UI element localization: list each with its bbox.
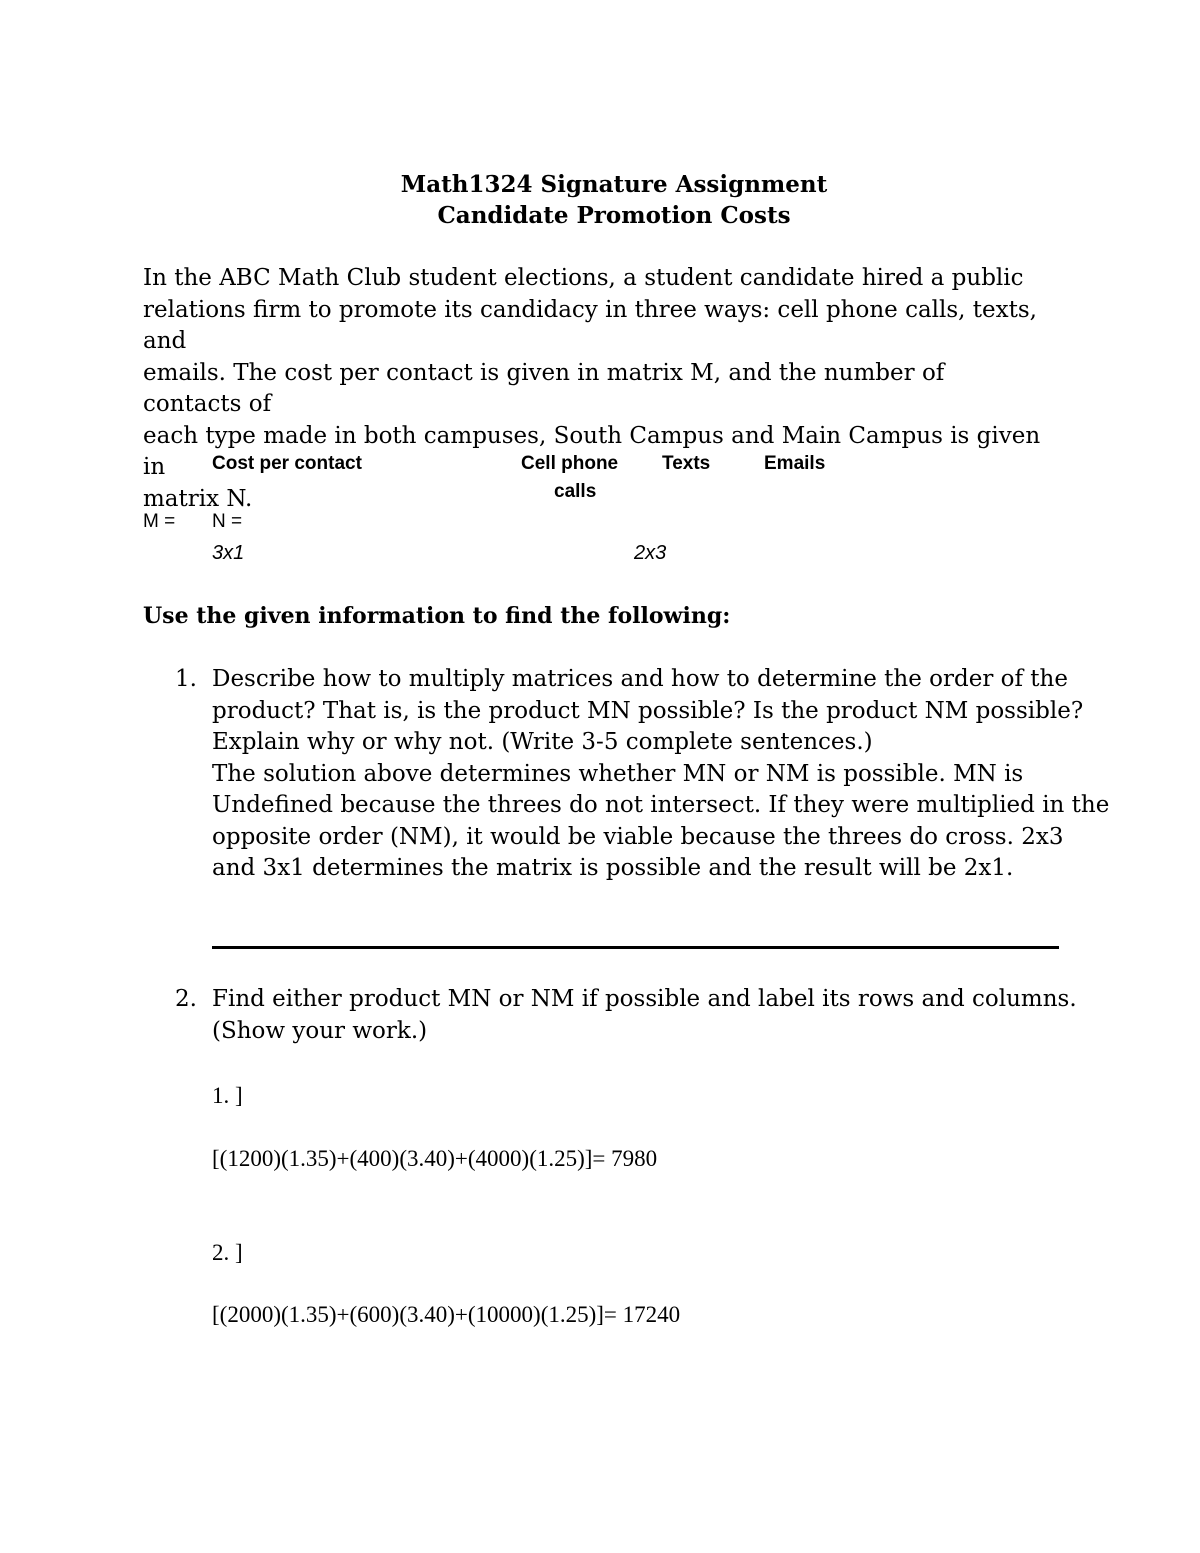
matrix-n-label: N = (212, 511, 243, 532)
cell-phone-header-line2: calls (554, 481, 597, 502)
cost-per-contact-header: Cost per contact (212, 453, 362, 474)
instruction-heading: Use the given information to find the following: (143, 603, 731, 629)
question-2-number: 2. (175, 986, 197, 1012)
work-item-2-calculation: [(2000)(1.35)+(600)(3.40)+(10000)(1.25)]= 17240 (212, 1302, 681, 1327)
answer-1-line: Undefined because the threes do not intersect. If they were multiplied in the (212, 792, 1110, 818)
matrix-m-dimension: 3x1 (212, 542, 245, 564)
matrix-n-dimension: 2x3 (634, 542, 667, 564)
intro-line: matrix N. (143, 485, 253, 512)
work-item-1-label: 1. ] (212, 1083, 243, 1108)
intro-line: In the ABC Math Club student elections, a student candidate hired a public (143, 265, 1024, 291)
answer-1-line: opposite order (NM), it would be viable because the threes do cross. 2x3 (212, 823, 1064, 850)
question-2-line: Find either product MN or NM if possible and label its rows and columns. (212, 986, 1077, 1012)
intro-line: each type made in both campuses, South Campus and Main Campus is given in (143, 422, 1041, 480)
work-item-1-calculation: [(1200)(1.35)+(400)(3.40)+(4000)(1.25)]= 7980 (212, 1146, 658, 1171)
question-1-body (212, 664, 1110, 885)
answer-1-line: The solution above determines whether MN or NM is possible. MN is (212, 760, 1024, 787)
question-1-line: product? That is, is the product MN possible? Is the product NM possible? (212, 697, 1084, 724)
answer-1-line: and 3x1 determines the matrix is possible and the result will be 2x1. (212, 855, 1014, 881)
question-1-line: Explain why or why not. (Write 3-5 complete sentences.) (212, 729, 873, 755)
answer-divider-line (212, 946, 1059, 949)
question-2-body (212, 984, 1077, 1047)
document-subtitle: Candidate Promotion Costs (437, 202, 791, 229)
document-title: Math1324 Signature Assignment (400, 171, 828, 198)
intro-line: relations firm to promote its candidacy in three ways: cell phone calls, texts, and (143, 296, 1037, 354)
work-item-2-label: 2. ] (212, 1240, 243, 1265)
emails-header: Emails (764, 453, 826, 474)
texts-header: Texts (662, 453, 711, 474)
question-1-line: Describe how to multiply matrices and how to determine the order of the (212, 666, 1068, 692)
intro-line: emails. The cost per contact is given in matrix M, and the number of contacts of (143, 359, 945, 417)
matrix-m-label: M = (143, 511, 176, 532)
question-2-line: (Show your work.) (212, 1017, 428, 1044)
question-1-number: 1. (175, 666, 197, 692)
cell-phone-header-line1: Cell phone (521, 453, 619, 474)
